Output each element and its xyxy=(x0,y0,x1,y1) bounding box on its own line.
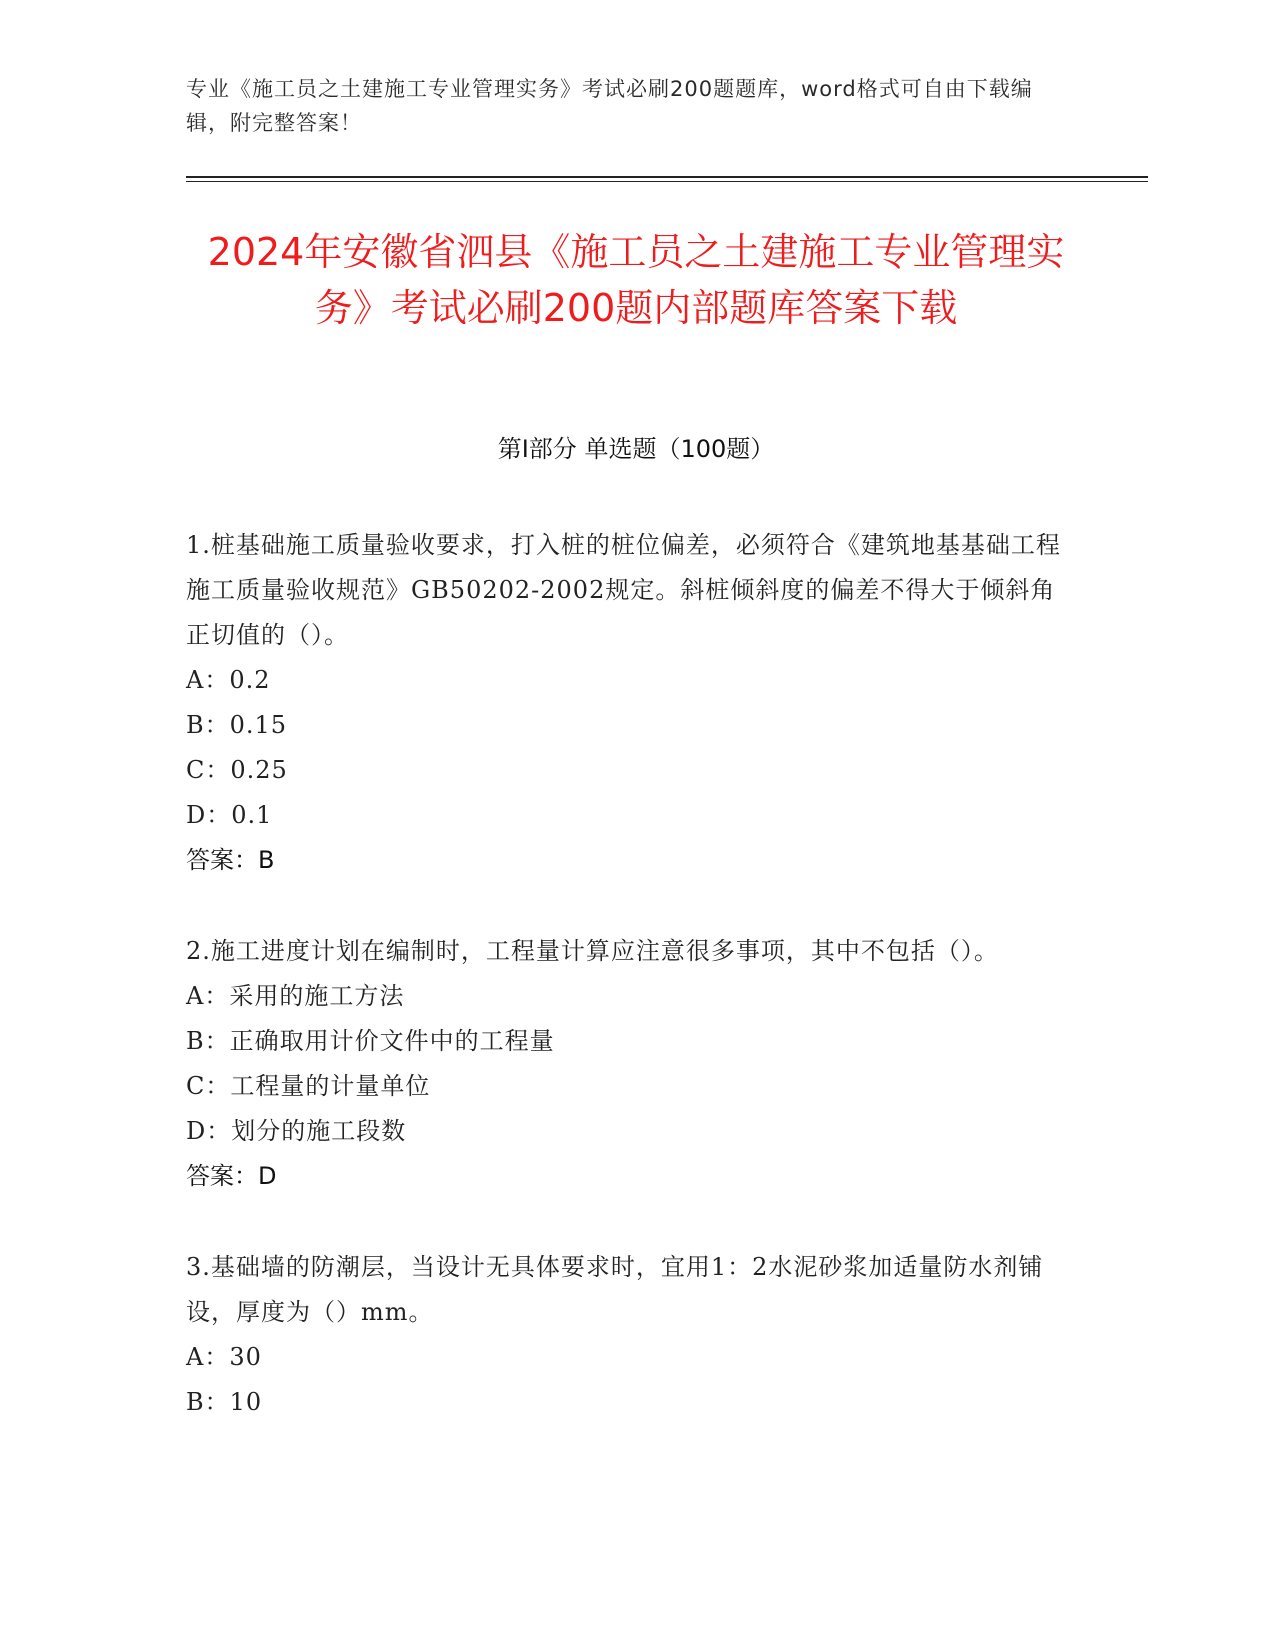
option-a: A：采用的施工方法 xyxy=(186,982,405,1010)
question-1 xyxy=(186,523,1076,883)
option-a: A：30 xyxy=(186,1343,262,1371)
section-heading: 第I部分 单选题（100题） xyxy=(497,435,775,463)
question-stem: 1.桩基础施工质量验收要求，打入桩的桩位偏差，必须符合《建筑地基基础工程施工质量验收规范》GB50202-2002规定。斜桩倾斜度的偏差不得大于倾斜角正切值的（）。 xyxy=(186,531,1061,649)
option-c: C：工程量的计量单位 xyxy=(186,1072,431,1100)
question-stem: 2.施工进度计划在编制时，工程量计算应注意很多事项，其中不包括（）。 xyxy=(186,937,999,965)
question-stem: 3.基础墙的防潮层，当设计无具体要求时，宜用1：2水泥砂浆加适量防水剂铺设，厚度为（）mm。 xyxy=(186,1253,1044,1326)
option-b: B：正确取用计价文件中的工程量 xyxy=(186,1027,555,1055)
header-divider-thin xyxy=(186,181,1148,182)
option-b: B：0.15 xyxy=(186,711,288,739)
question-3 xyxy=(186,1245,1076,1425)
option-a: A：0.2 xyxy=(186,666,271,694)
question-list xyxy=(186,523,1076,1471)
question-2 xyxy=(186,929,1076,1199)
document-title: 2024年安徽省泗县《施工员之土建施工专业管理实务》考试必刷200题内部题库答案下载 xyxy=(207,230,1065,330)
answer: 答案：D xyxy=(186,1162,277,1190)
header-note: 专业《施工员之土建施工专业管理实务》考试必刷200题题库，word格式可自由下载编辑，附完整答案！ xyxy=(186,77,1033,135)
header-divider-thick xyxy=(186,176,1148,178)
option-c: C：0.25 xyxy=(186,756,288,784)
answer: 答案：B xyxy=(186,846,275,874)
option-d: D：划分的施工段数 xyxy=(186,1117,407,1145)
option-d: D：0.1 xyxy=(186,801,273,829)
option-b: B：10 xyxy=(186,1388,263,1416)
